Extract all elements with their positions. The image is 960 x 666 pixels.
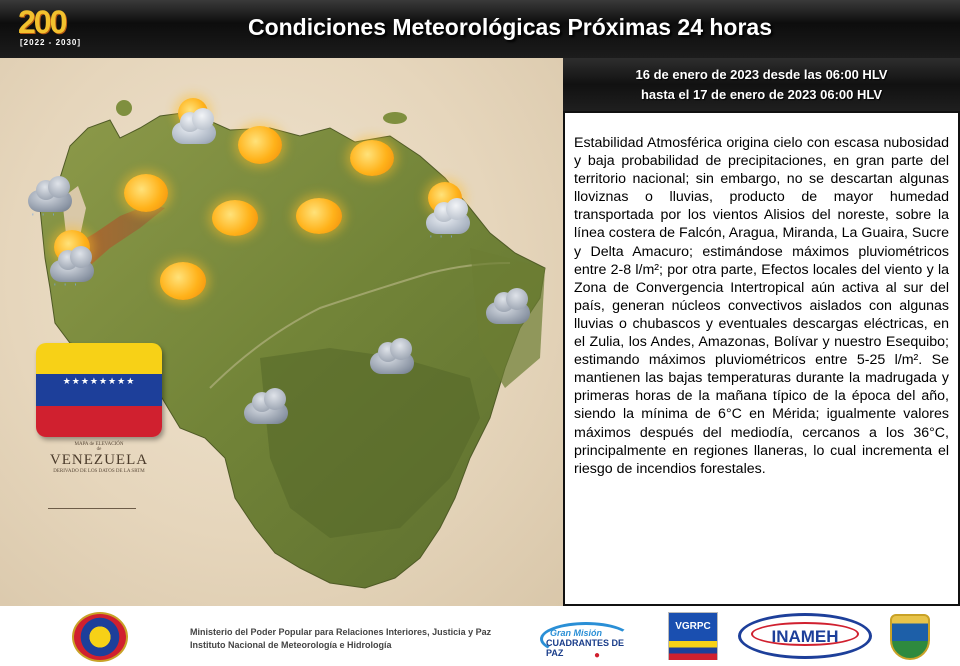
cloud-rain-icon: ' ' ' bbox=[24, 172, 80, 228]
paraguana bbox=[116, 100, 132, 116]
cloud-icon bbox=[238, 382, 294, 438]
inameh-label: INAMEH bbox=[771, 627, 839, 646]
sun-cloud-rain-icon: ' ' ' bbox=[418, 176, 474, 232]
bulletin-text: Estabilidad Atmosférica origina cielo con escasa nubosidad y baja probabilidad de precipitaciones, en gran parte del territorio nacional; sin embargo, no se descartan algunas lloviznas o lluvias, producto de mayor humedad transportada por los vientos Alisios del noreste, sobre la línea costera de Falcón, Aragua, Miranda, La Guaira, Sucre y Delta Amacuro; estimándose máximos pluviométricos entre 2-8 l/m²; por otra parte, Efectos locales del viento y la Zona de Convergencia Intertropical aún activa al sur del país, generan núcleos convectivos aislados con algunas lluvias o chubascos y eventuales descargas eléctricas, en el Zulia, los Andes, Amazonas, Bolívar y nuestro Esequibo; estimando máximos pluviométricos entre 5-25 l/m². Se mantienen las bajas temperaturas durante la madrugada y primeras horas de la mañana típico de la época del año, siendo la mínima de 6°C en Mérida; igualmente valores máximos después del mediodía, cercanos a los 36°C, principalmente en regiones llaneras, lo cual incrementa el riesgo de incendios forestales. bbox=[574, 135, 949, 477]
map-panel bbox=[0, 58, 563, 606]
period-line-1: 16 de enero de 2023 desde las 06:00 HLV bbox=[635, 67, 888, 82]
logo-200-icon bbox=[18, 4, 118, 52]
page-title: Condiciones Meteorológicas Próximas 24 horas bbox=[247, 14, 773, 40]
sun-icon bbox=[344, 136, 400, 192]
sun-icon bbox=[156, 258, 212, 314]
inameh-logo bbox=[738, 613, 872, 659]
footer-bar bbox=[0, 606, 960, 666]
logo-digits: 200 bbox=[18, 4, 66, 40]
map-pin-icon: ● bbox=[594, 650, 601, 661]
shield-icon bbox=[890, 614, 930, 660]
forecast-period bbox=[563, 58, 960, 111]
gm-line-1: Gran Misión bbox=[550, 628, 603, 638]
sun-cloud-icon bbox=[166, 92, 222, 148]
legend-sub: DERIVADO DE LOS DATOS DE LA SRTM bbox=[53, 469, 145, 474]
scale-bar bbox=[48, 508, 136, 509]
vgrpc-label: VGRPC bbox=[669, 613, 717, 641]
legend-de: de bbox=[96, 447, 102, 452]
period-line-2: hasta el 17 de enero de 2023 06:00 HLV bbox=[640, 87, 883, 102]
header-bar bbox=[0, 0, 960, 58]
ministry-label bbox=[190, 626, 491, 652]
sun-icon bbox=[120, 172, 176, 228]
bulletin-box bbox=[563, 111, 960, 606]
legend-small: MAPA de ELEVACIÓN bbox=[74, 442, 124, 447]
venezuela-flag-icon bbox=[36, 343, 162, 437]
vgrpc-logo bbox=[668, 612, 718, 660]
flag-stars: ★★★★★★★★ bbox=[62, 376, 136, 387]
cloud-icon bbox=[366, 330, 422, 386]
margarita-island bbox=[383, 112, 407, 124]
sun-cloud-rain-icon: ' ' ' bbox=[46, 226, 102, 282]
sun-icon bbox=[292, 194, 348, 250]
ministry-line-2: Instituto Nacional de Meteorología e Hidrología bbox=[190, 640, 392, 650]
gm-line-2: CUADRANTES DE PAZ bbox=[546, 638, 625, 658]
cloud-icon bbox=[482, 280, 538, 336]
map-legend bbox=[44, 442, 154, 474]
national-seal-icon bbox=[72, 612, 128, 662]
sun-icon bbox=[208, 196, 264, 252]
gran-mision-logo bbox=[530, 610, 640, 664]
sun-icon bbox=[232, 120, 288, 176]
legend-country: VENEZUELA bbox=[49, 452, 149, 468]
logo-years: [2022 - 2030] bbox=[20, 38, 82, 47]
ministry-line-1: Ministerio del Poder Popular para Relaciones Interiores, Justicia y Paz bbox=[190, 627, 492, 637]
